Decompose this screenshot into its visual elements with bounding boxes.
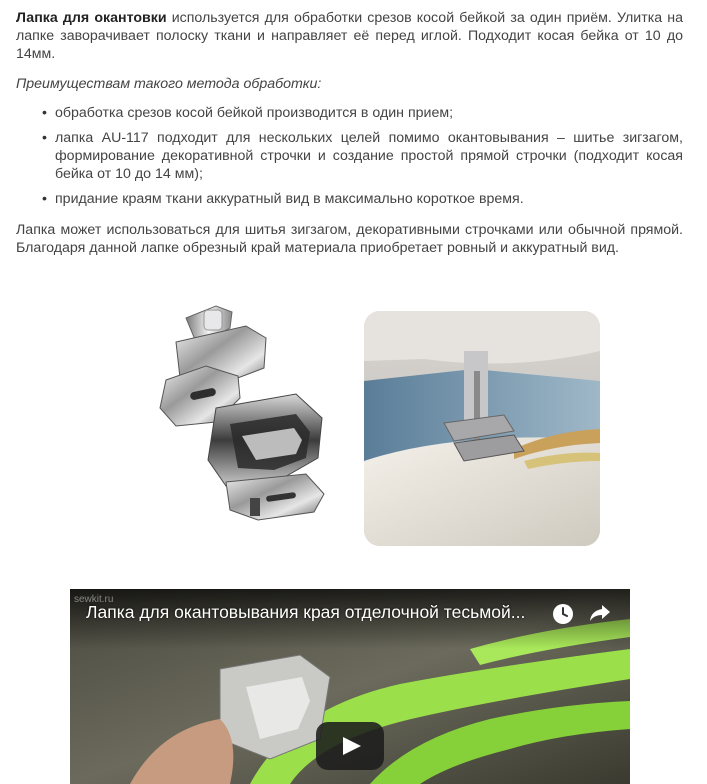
list-item: • обработка срезов косой бейкой производится в один прием; — [42, 104, 683, 122]
watch-later-clock-icon[interactable] — [552, 603, 574, 625]
video-title[interactable]: Лапка для окантовывания края отделочной тесьмой... — [86, 603, 526, 621]
advantages-list — [16, 104, 683, 208]
intro-term: Лапка для окантовки — [16, 10, 167, 26]
video-watermark: sewkit.ru — [74, 594, 114, 605]
play-icon[interactable] — [316, 722, 384, 770]
outro-paragraph: Лапка может использоваться для шитья зигзагом, декоративными строчками или обычной прямой. Благодаря данной лапке обрезный край материала приобретает ровный и аккуратный вид. — [16, 222, 683, 256]
share-arrow-icon[interactable] — [588, 602, 612, 624]
list-item: • придание краям ткани аккуратный вид в максимально короткое время. — [42, 190, 683, 208]
article-body — [16, 9, 683, 257]
presser-foot-image — [146, 298, 342, 530]
intro-paragraph — [16, 9, 683, 63]
sewing-machine-photo — [364, 311, 600, 546]
intro-text: используется для обработки срезов косой бейкой за один приём. Улитка на лапке заворачивает полоску ткани и направляет её перед иглой. Подходит косая бейка от 10 до 14мм. — [16, 10, 683, 62]
advantages-heading: Преимуществам такого метода обработки: — [16, 76, 322, 92]
list-item: • лапка AU-117 подходит для нескольких целей помимо окантовывания – шитье зигзагом, формирование декоративной строчки и создание простой прямой строчки (подходит косая бейка от 10 до 14 мм); — [42, 129, 683, 183]
